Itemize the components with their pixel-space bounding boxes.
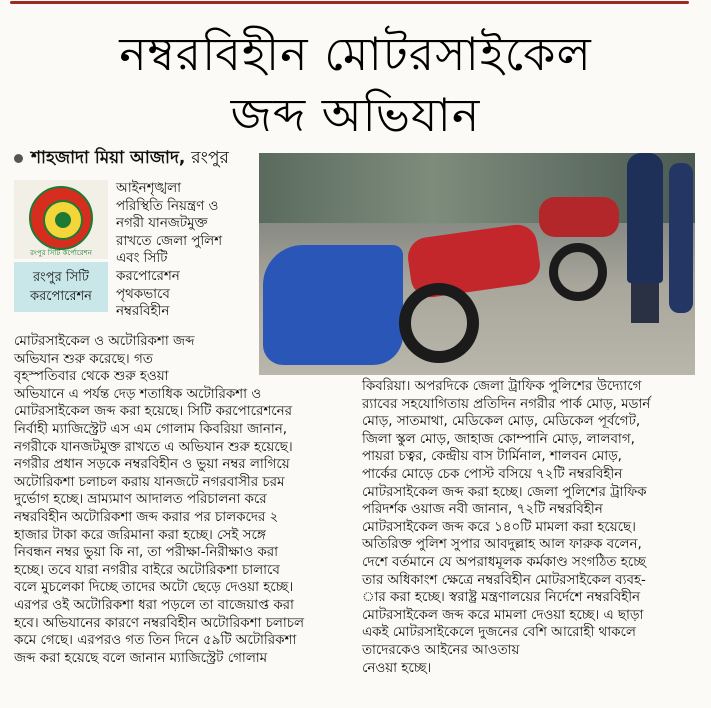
article-line: নেওয়া হচ্ছে। [362, 660, 432, 676]
article-line: মোটরসাইকেল জব্দ করে ১৪০টি মামলা করা হয়েছে। [362, 519, 636, 535]
article-line: হবে। অভিযানের কারণে নম্বরবিহীন অটোরিকশা চলাচল [14, 615, 304, 631]
article-narrow-column [116, 180, 222, 321]
article-line: হাজার টাকা করে জরিমানা করা হচ্ছে। সেই সঙ্গে [14, 527, 266, 543]
article-line: তাদেরকেও আইনের আওতায় [362, 642, 520, 658]
article-line: পার্কের মোড়ে চেক পোস্ট বসিয়ে ৭২টি নম্বরবিহীন [362, 466, 623, 482]
article-line: একই মোটরসাইকেলে দুজনের বেশি আরোহী থাকলে [362, 625, 636, 641]
news-photo [259, 153, 695, 375]
article-line: এবং সিটি [116, 251, 168, 267]
article-line: রাখতে জেলা পুলিশ [116, 233, 223, 249]
byline [14, 147, 229, 169]
article-line: দুর্ভোগ হচ্ছে। ভ্রাম্যমাণ আদালত পরিচালনা করে [14, 492, 267, 508]
caption-line-2: করপোরেশন [30, 289, 92, 304]
seal-icon [29, 186, 93, 250]
city-corporation-caption [14, 262, 108, 312]
police-officer-2 [669, 163, 693, 313]
headline-line-2: জব্দ অভিযান [230, 88, 481, 142]
article-line: পরিদর্শক ওয়াজ নবী জানান, ৭২টি নম্বরবিহীন [362, 502, 603, 518]
headline-line-1: নম্বরবিহীন মোটরসাইকেল [119, 27, 592, 81]
top-rule [10, 1, 689, 4]
article-line: মোটরসাইকেল ও অটোরিকশা জব্দ [14, 334, 195, 349]
article-line: নগরীর প্রধান সড়কে নম্বরবিহীন ও ভুয়া নম্বর লাগিয়ে [14, 457, 290, 473]
article-line: পৃথকভাবে [116, 286, 170, 302]
caption-line-1: রংপুর সিটি [33, 270, 89, 285]
article-line: মোটরসাইকেল জব্দ করে মামলা দেওয়া হচ্ছে। এ ছাড়া [362, 607, 644, 623]
article-line: নম্বরবিহীন অটোরিকশা জব্দ করার পর চালকদের ২ [14, 509, 279, 525]
red-motorcycle-back [539, 197, 619, 237]
article-line: আইনশৃঙ্খলা [116, 181, 181, 196]
article-line: দেশে বর্তমানে যে অপরাধমূলক কর্মকাণ্ড সংগঠিত হচ্ছে [362, 554, 646, 570]
article-line: নিবন্ধন নম্বর ভুয়া কি না, তা পরীক্ষা-নিরীক্ষাও করা [14, 545, 279, 561]
motorcycle-wheel [399, 283, 479, 363]
police-officer-legs [631, 283, 659, 323]
police-officer [627, 153, 663, 283]
article-line: অতিরিক্ত পুলিশ সুপার আবদুল্লাহ আল ফারুক বলেন, [362, 537, 642, 553]
article-line: তার অধিকাংশ ক্ষেত্রে নম্বরবিহীন মোটরসাইকেল ব্যবহ- [362, 572, 646, 588]
article-line: অভিযানে এ পর্যন্ত দেড় শতাধিক অটোরিকশা ও [14, 386, 262, 402]
article-line: নগরীকে যানজটমুক্ত রাখতে এ অভিযান শুরু হয়েছে। [14, 439, 293, 455]
top-border [0, 0, 711, 8]
article-line: বৃহস্পতিবার থেকে শুরু হওয়া [14, 369, 169, 385]
article-line: মোড়, সাতমাথা, মেডিকেল মোড়, মেডিকেল পূর্বগেট, [362, 414, 641, 430]
article-line: কিবরিয়া। অপরদিকে জেলা ট্রাফিক পুলিশের উদ্যোগে [362, 379, 642, 394]
article-line: মোটরসাইকেল জব্দ করা হয়েছে। সিটি করপোরেশনের [14, 404, 293, 420]
article-line: নম্বরবিহীন [116, 304, 170, 320]
article-line: করপোরেশন [116, 268, 180, 284]
article-line: অভিযান শুরু করেছে। গত [14, 351, 153, 367]
article-line: নির্বাহী ম্যাজিস্ট্রেট এস এম গোলাম কিবরিয়া জানান, [14, 421, 288, 437]
article-line: ার করা হচ্ছে। স্বরাষ্ট্র মন্ত্রণালয়ের নির্দেশে নম্বরবিহীন [362, 590, 641, 606]
motorcycle-wheel-2 [549, 243, 607, 301]
logo-emblem-text: রংপুর সিটি কর্পোরেশন [30, 249, 92, 257]
article-line: জব্দ করা হয়েছে বলে জানান ম্যাজিস্ট্রেট গোলাম [14, 650, 268, 666]
article-line: পরিস্থিতি নিয়ন্ত্রণ ও [116, 198, 219, 214]
article-line: হচ্ছে। তবে যারা নগরীর বাইরে অটোরিকশা চালাবে [14, 562, 280, 578]
article-line: মোটরসাইকেল জব্দ করা হচ্ছে। জেলা পুলিশের ট্রাফিক [362, 484, 647, 500]
article-line: পায়রা চত্বর, কেন্দ্রীয় বাস টার্মিনাল, শালবন মোড়, [362, 449, 622, 465]
seal-core [55, 212, 71, 228]
article-line: কমে গেছে। এরপরও গত তিন দিনে ৫৯টি অটোরিকশা [14, 633, 297, 649]
article-line: বলে মুচলেকা দিচ্ছে তাদের অটো ছেড়ে দেওয়া হচ্ছে। [14, 580, 294, 596]
byline-location: রংপুর [191, 148, 229, 168]
city-corporation-logo [14, 180, 108, 259]
article-column-1 [14, 333, 304, 667]
byline-author: শাহজাদা মিয়া আজাদ, [31, 148, 186, 168]
article-line: র‍্যাবের সহযোগিতায় প্রতিদিন নগরীর পার্ক মোড়, মডার্ন [362, 396, 651, 412]
seal-inner [43, 200, 83, 240]
article-line: অটোরিকশা চলাচল করায় যানজটে নগরবাসীর চরম [14, 474, 285, 490]
article-column-2 [362, 378, 650, 677]
bullet-icon [14, 154, 23, 163]
article-line: এরপর ওই অটোরিকশা ধরা পড়লে তা বাজেয়াপ্ত করা [14, 597, 294, 613]
article-line: নগরী যানজটমুক্ত [116, 216, 208, 232]
article-line: জিলা স্কুল মোড়, জাহাজ কোম্পানি মোড়, লালবাগ, [362, 431, 635, 447]
